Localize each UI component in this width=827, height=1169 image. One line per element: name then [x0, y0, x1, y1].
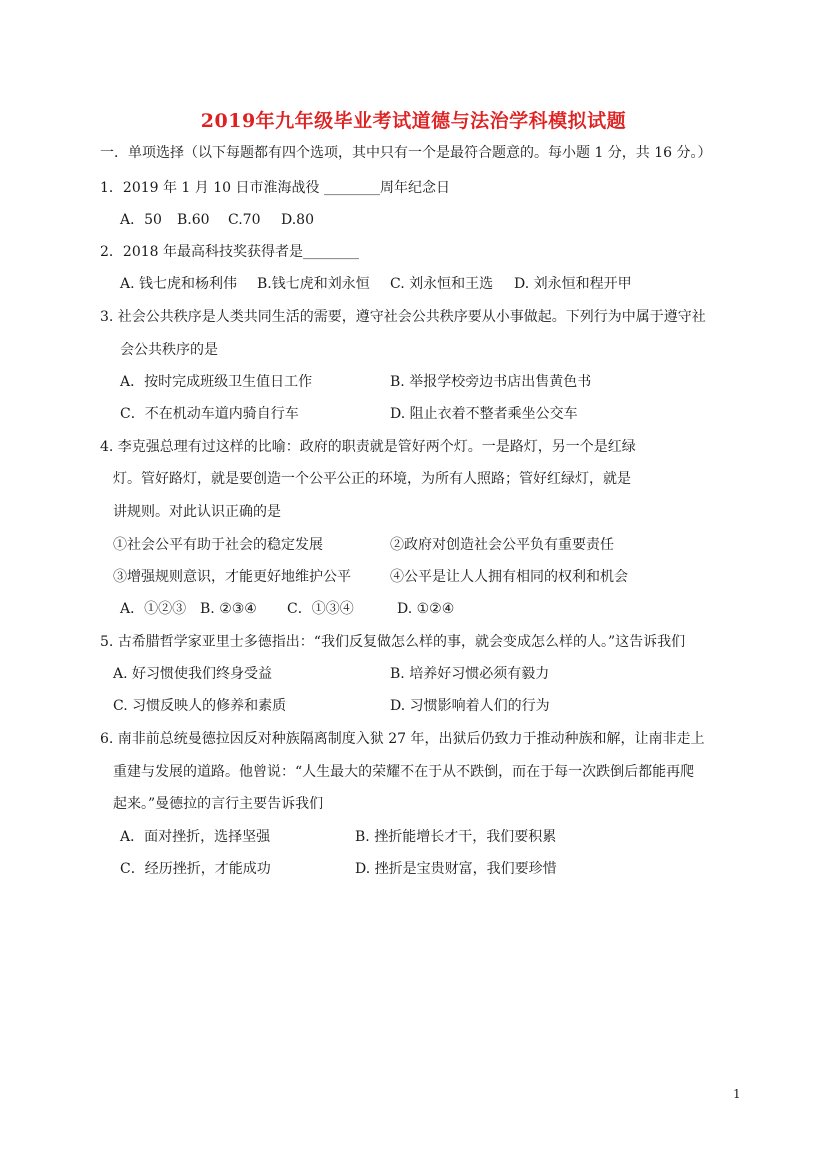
section-heading: 一．单项选择（以下每题都有四个选项，其中只有一个是最符合题意的。每小题 1 分，共 16 分。）: [100, 145, 712, 161]
q6-option-a: A．面对挫折，选择坚强: [120, 829, 271, 845]
question-4-stem-line-2: 灯。管好路灯，就是要创造一个公平公正的环境，为所有人照路；管好红绿灯，就是: [113, 471, 631, 487]
q4-statement-1: ①社会公平有助于社会的稳定发展: [113, 537, 323, 553]
q5-option-d: D. 习惯影响着人们的行为: [390, 698, 550, 714]
q5-option-a: A. 好习惯使我们终身受益: [113, 666, 273, 682]
question-5-stem: 5. 古希腊哲学家亚里士多德指出：“我们反复做怎么样的事，就会变成怎么样的人。”这告诉我们: [100, 634, 686, 650]
q5-option-c: C. 习惯反映人的修养和素质: [113, 698, 287, 714]
question-3-stem-line-2: 会公共秩序的是: [120, 342, 218, 358]
question-6-stem-line-1: 6. 南非前总统曼德拉因反对种族隔离制度入狱 27 年，出狱后仍致力于推动种族和解，让南非走上: [100, 731, 705, 747]
q3-option-a: A．按时完成班级卫生值日工作: [120, 374, 313, 390]
q1-option-c: C.70: [228, 212, 261, 228]
q1-option-d: D.80: [281, 212, 314, 228]
question-6-stem-line-2: 重建与发展的道路。他曾说：“人生最大的荣耀不在于从不跌倒，而在于每一次跌倒后都能再爬: [113, 764, 695, 780]
q4-option-d: D. ①②④: [397, 601, 455, 617]
page-number: 1: [733, 1087, 741, 1101]
q2-option-b: B.钱七虎和刘永恒: [257, 276, 370, 292]
q6-option-b: B. 挫折能增长才干，我们要积累: [355, 829, 557, 845]
q4-option-b: B. ②③④: [200, 601, 257, 617]
q4-statement-4: ④公平是让人人拥有相同的权利和机会: [390, 569, 628, 585]
q6-option-d: D. 挫折是宝贵财富，我们要珍惜: [355, 861, 557, 877]
q5-option-b: B. 培养好习惯必须有毅力: [390, 666, 550, 682]
q1-option-a: A．50: [120, 212, 162, 228]
question-6-stem-line-3: 起来。”曼德拉的言行主要告诉我们: [113, 796, 324, 812]
q4-statement-2: ②政府对创造社会公平负有重要责任: [390, 537, 614, 553]
page-title: 2019年九年级毕业考试道德与法治学科模拟试题: [200, 110, 627, 132]
q2-option-c: C. 刘永恒和王选: [390, 276, 494, 292]
q6-option-c: C．经历挫折，才能成功: [120, 861, 271, 877]
question-2-stem: 2．2018 年最高科技奖获得者是________: [100, 244, 359, 260]
question-4-stem-line-1: 4. 李克强总理有过这样的比喻：政府的职责就是管好两个灯。一是路灯，另一个是红绿: [100, 439, 636, 455]
q4-option-c: C．①③④: [287, 601, 354, 617]
question-1-stem: 1．2019 年 1 月 10 日市淮海战役 ________周年纪念日: [100, 180, 450, 196]
q2-option-d: D. 刘永恒和程开甲: [514, 276, 632, 292]
q3-option-c: C．不在机动车道内骑自行车: [120, 406, 299, 422]
q3-option-b: B. 举报学校旁边书店出售黄色书: [390, 374, 592, 390]
q1-option-b: B.60: [177, 212, 210, 228]
q3-option-d: D. 阻止衣着不整者乘坐公交车: [390, 406, 578, 422]
question-3-stem-line-1: 3. 社会公共秩序是人类共同生活的需要，遵守社会公共秩序要从小事做起。下列行为中属于遵守社: [100, 309, 706, 325]
q4-statement-3: ③增强规则意识，才能更好地维护公平: [113, 569, 351, 585]
q2-option-a: A. 钱七虎和杨利伟: [120, 276, 238, 292]
question-4-stem-line-3: 讲规则。对此认识正确的是: [113, 504, 281, 520]
q4-option-a: A．①②③: [120, 601, 187, 617]
